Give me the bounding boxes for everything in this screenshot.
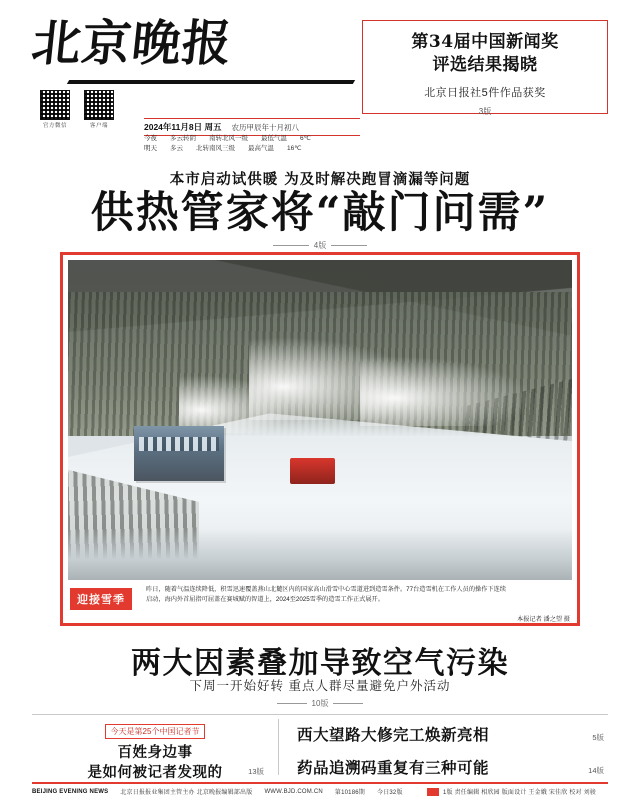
photo-caption-badge: 迎接雪季	[70, 588, 132, 610]
feature-photo	[68, 260, 572, 580]
page-footer	[32, 782, 608, 796]
lunar-date: 农历甲辰年十月初八	[231, 122, 299, 132]
weather-sky: 多云	[170, 144, 183, 152]
list-item[interactable]	[297, 756, 604, 778]
footer-publisher: 北京日报报业集团主管主办 北京晚报编辑部出版	[120, 790, 253, 796]
weather-temp-label: 最低气温	[261, 135, 287, 142]
weather-wind: 南转北风一级	[209, 135, 248, 142]
secondary-headline[interactable]: 两大因素叠加导致空气污染	[131, 646, 509, 681]
logo-underline	[67, 80, 355, 84]
footer-website[interactable]: WWW.BJD.COM.CN	[264, 788, 323, 795]
journalists-day-page-ref: 13版	[248, 767, 264, 776]
weather-row-tonight	[144, 134, 474, 144]
footer-english-name: BEIJING EVENING NEWS	[32, 788, 109, 795]
brief-headline-page: 5版	[592, 733, 604, 742]
photo-caption-text: 昨日，随着气温连续降低，积雪迅速覆盖燕山北麓区内的国家高山滑雪中心雪道进到造雪条件。77台造雪机在工作人员的操作下连续启动，海内外首屈指可屈盖在赛城赋的智道上，2024至2025雪季的造雪工作正式展开。	[146, 586, 506, 603]
journalists-day-line2: 是如何被记者发现的	[87, 763, 223, 781]
weather-temp-label: 最高气温	[248, 144, 274, 152]
photo-credit: 本报记者 潘之望 摄	[517, 616, 570, 623]
bottom-section	[32, 714, 608, 779]
secondary-subheadline: 下周一开始好转 重点人群尽量避免户外活动	[189, 679, 451, 693]
qr-caption: 官方微信	[42, 123, 67, 129]
qr-caption: 客户端	[89, 123, 108, 129]
photo-snow-spray	[360, 356, 531, 426]
qr-icon	[40, 90, 70, 120]
journalists-day-line1: 百姓身边事	[117, 744, 193, 761]
newspaper-title: 北京晚报	[29, 14, 236, 72]
brief-headline-list	[279, 715, 608, 779]
feature-photo-block	[60, 252, 580, 626]
lead-headline[interactable]: 供热管家将“敲门问需”	[90, 188, 550, 238]
list-item[interactable]	[297, 723, 604, 745]
newspaper-logo	[29, 14, 362, 72]
brief-headline-page: 14版	[588, 766, 604, 775]
photo-snow-groomer	[290, 458, 335, 484]
weather-block	[144, 134, 474, 154]
award-subtitle: 北京日报社5件作品获奖	[424, 86, 546, 99]
publication-date: 2024年11月8日 周五	[144, 122, 222, 132]
photo-foreground	[68, 529, 572, 580]
qr-code-wechat[interactable]	[40, 90, 70, 129]
qr-icon	[84, 90, 114, 120]
brief-headline-title: 药品追溯码重复有三种可能	[297, 758, 490, 777]
qr-code-app[interactable]	[84, 90, 114, 129]
weather-temp: 16℃	[287, 144, 302, 152]
award-page-ref: 3版	[478, 106, 492, 116]
award-callout-box[interactable]	[362, 20, 608, 114]
lead-page-ref: 4版	[32, 240, 608, 251]
footer-credits: 1版 责任编辑 相欣园 版面设计 王金娥 宋佳欣 校对 刘骏	[442, 790, 596, 796]
journalists-day-tag: 今天是第25个中国记者节	[105, 724, 206, 739]
weather-period: 今夜	[144, 135, 157, 142]
footer-pages: 今日32版	[377, 790, 403, 796]
weather-row-tomorrow	[144, 144, 474, 154]
journalists-day-story[interactable]	[32, 715, 278, 779]
award-headline-line1: 第34届中国新闻奖	[411, 32, 559, 52]
footer-issue: 第10186期	[334, 790, 365, 796]
lead-kicker: 本市启动试供暖 为及时解决跑冒滴漏等问题	[169, 171, 471, 188]
photo-snow-spray	[179, 375, 290, 433]
page-inner	[29, 14, 608, 796]
weather-wind: 北转南风三级	[196, 144, 235, 152]
qr-code-group	[40, 90, 114, 129]
photo-lift-station	[134, 426, 225, 480]
award-headline-line2: 评选结果揭晓	[432, 54, 538, 75]
weather-temp: 6℃	[300, 135, 311, 142]
photo-caption-row	[68, 580, 572, 627]
weather-sky: 多云转阴	[170, 135, 196, 142]
flag-icon	[427, 788, 439, 796]
weather-period: 明天	[144, 144, 157, 152]
brief-headline-title: 西大望路大修完工焕新亮相	[297, 725, 490, 744]
secondary-page-ref: 10版	[32, 698, 608, 709]
